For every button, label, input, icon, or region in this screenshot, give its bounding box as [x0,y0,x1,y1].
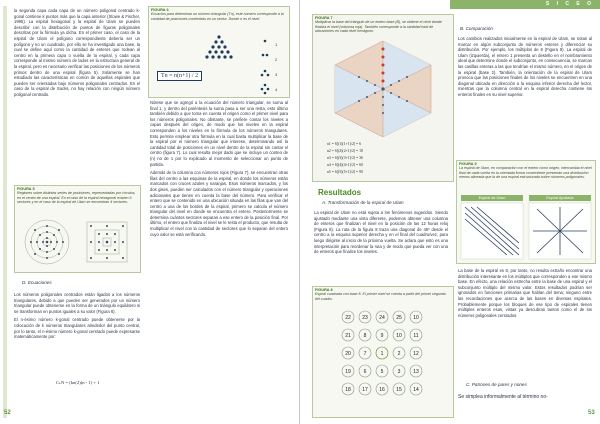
svg-text:13: 13 [413,369,419,375]
figure-6 [148,6,290,98]
column-header-adjusted: Espiral Ajustada [529,195,591,201]
svg-text:25: 25 [396,315,402,321]
running-header: S I C E O [450,0,600,9]
svg-text:6: 6 [363,369,367,375]
svg-text:20: 20 [345,351,351,357]
svg-text:7: 7 [363,351,367,357]
svg-text:14: 14 [413,387,419,393]
figure-5 [14,185,141,273]
paragraph: Los cambios realizados inicialmente en la espiral de Ulam, se notan al marcar en algún subconjunto de números enteros y diferenciar su distribución. Por ejemplo, los múltiplos de 8 (Figura 9). La espiral de Ulam (izquierda), el entero 1 presenta un destello en el nombramiento ideal que determine donde el subconjunto, en consecuencia, se marcan las casillas enteras a las que tendrían el mismo número, en el origen de la espiral (base 2). También, la orientación de la espiral de Ulam provoca que las posiciones finales de los niveles se encuentren en una diagonal ubicada en dirección a la esquina inferior derecha del lector, mientras que la columna central en la espiral derecha contiene los enteros finales en su nivel superior. [458,36,592,97]
spiral-sector-diagrams [15,186,140,272]
figure-caption: Ecuación para determinar un número triangular (Tn), este número corresponde a la cantidad de posiciones contenidas en un sector. Donde n es el nivel. [151,12,284,21]
hexagonal-spiral-diagram [313,37,453,137]
svg-text:22: 22 [345,315,351,321]
page-number-right: 53 [588,410,595,416]
figure-9 [456,160,596,264]
figure-caption: Regiones sobre distintas series de posiciones, representadas por círculos, en el centro de una espiral. En el caso de la espiral hexagonal existen 6 sectores y en el caso de la espiral de Ulam se encuentran 4 sectores. [17,191,136,205]
subsection-heading: C. Patrones de pares y nones [466,382,527,387]
square-spiral-grid [313,305,453,415]
svg-text:23: 23 [362,315,368,321]
svg-text:5: 5 [380,369,384,375]
figure-caption: La espiral de Ulam, en comparación con el entero como origen, intercambia el nivel final de cada vuelta en la orientada forma conveniente presentan una distribución menos alineada que la de una espiral estructurada sobre números poligonales. [459,166,592,180]
spiral-comparison-plots [457,201,595,263]
svg-text:24: 24 [379,315,385,321]
svg-text:19: 19 [345,369,351,375]
figure-label: FIGURA 9 [459,162,477,166]
right-column-2-top [458,36,592,101]
subsection-heading: A. Transformación de la espiral de Ulam [322,200,404,205]
paragraph: La espiral de Ulam no está sujeta a los fenómenos sugeridos. Siendo ajustado mediante una vista diferente, podemos obtener una columna de enteros que finalizan el nivel en la posición de las 12 horas reloj (Figura 8). La ruta de la figura 8 traza una diagonal de 45º desde el centro a la esquina superior derecha y en el final del cuadro/vez, para luego dirigirse al inicio de la próxima vuelta. Se aclara que esto es una interpretación para reordenar la ruta y de modo que pueda ver con una de enteros que finalice los niveles. [314,210,448,255]
svg-text:3: 3 [397,369,401,375]
right-column-1 [314,210,448,258]
paragraph: Nótese que se agregó a la ecuación del número triangular, se suma al final 1, y dentro del paréntesis la suma pasa a ser una resta, esto último también debido a que toma en cuenta el origen como el primer nivel para los números poligonales. No obstante, se prefiere contar los niveles a capas después del origen, de modo que los niveles en la espiral corresponden a los niveles en la fórmula de los números triangulares. Esto permite emplear otra fórmula en la cual basta multiplicar la base de la espiral por el número triangular que interese, determinando así la cantidad total de posiciones en un nivel dentro de la espiral sin contar el centro (figura 7). Lo cual resulta mejor dado que se incluye un conteo de (n) no de 1 por lo explicado al momento de seleccionar un punto de partida. [150,100,288,167]
figure-caption: Espiral cuadrada con base 8. El primer nivel se cuenta a partir del primer segundo del cuadro. [315,292,446,301]
subsection-heading: D. Ecuaciones [22,280,52,285]
paragraph-start: Se simplea informalmente al término no- [458,394,548,400]
right-column-2-bottom [458,268,592,321]
column-header-ulam: Espiral de Ulam [461,195,523,201]
svg-text:15: 15 [396,387,402,393]
right-page [300,0,600,424]
paragraph: La base de la espiral es 8, por tanto, no resulta extraño encontrar una distribución interesante en los múltiplos que corresponden a ese mismo base. En efecto, una relación estrecha entre la base de una espiral y el subconjunto múltiplo del mismo valor. Estos resultados podrían ser ignorados en funciones primarias que hablan del tema; ninguno entre las recordaciones que acerca de las bases en diversas espirales. Probablemente porque los bloques de ese tipo de espirales tienen múltiples enteros esas, vistas ya descubran tantos como el de los números poligonales centrados. [458,268,592,318]
figure-caption: Multiplicar la base del triángulo de un entero base (B), se obtiene el nivel donde finaliza el nivel (columna roja). También corresponde a la cantidad total de ubicaciones en cada nivel hexágono. [315,20,442,34]
triangular-values: 1 2 3 4 [275,42,278,92]
paragraph: El n-ésimo número k-gonal centrado puede obtenerse por la colocación de k números triangulares alrededor del punto central, por lo tanto, el n-ésimo número k-gonal centrado puede expresarse matemáticamente por: [14,317,140,340]
paragraph: la segunda capa cada capa de un número poligonal centrado k-gonal contiene k puntos más que la capa anterior (Stowe & Fischer, 1995). La espiral hexagonal y la espiral de Ulam se pueden describir con la distribución de puntos de figuras poligonales descritas por la fórmula ya dicha. En el primer caso, el caso de la espiral de Ulam el polígono correspondiente debería ser un polígono y no un cuadrado, por ello se ha investigado una base, la cual se define aquí como la cantidad de enteros que rodean al centro en la primera capa o vuelta de la espiral, y cada capa corresponde al mismo número de lados en la estructura general de la espiral, pero es necesario verificar las posiciones de los números primos dentro de una espiral (figura 5). Solamente se han estudiado las características en común de aquellas espirales que pueden ser orientadas bajo números poligonales centrados. En el caso de la espiral de Sacks, no hay relación con ningún número poligonal centrado. [14,8,140,97]
svg-text:17: 17 [362,387,368,393]
svg-text:1: 1 [380,351,384,357]
figure-8 [312,286,454,418]
svg-text:10: 10 [413,315,419,321]
triangular-formula: Tn = n(n+1) / 2 [157,71,202,81]
left-column-1-bottom [14,292,140,343]
left-column-2 [150,100,288,240]
svg-text:10: 10 [396,333,402,339]
figure-label: FIGURA 5 [17,187,35,191]
left-column-1-top [14,8,140,101]
svg-text:12: 12 [413,351,419,357]
svg-text:21: 21 [345,333,351,339]
svg-text:16: 16 [379,387,385,393]
svg-text:9: 9 [380,333,384,339]
figure-label: FIGURA 8 [315,288,333,292]
paragraph: Además de la columna con números rojos (Figura 7), se encuentran otras filas del centro a las esquinas de la espiral, en donde los números están marcados con cruces azules y naranjas. Esos números marcados, y los dos gises, pueden ser calculados con el número triangular y operaciones adicionales que tienen en cuenta la base del número. Para verificar el entero que se contenido en una ubicación situada en las filas que van del centro a una de los bordes de la espiral, primero se calcula el número triangular del nivel en donde se encuentra el entero. Posteriormente se determina cuántos sectores separan a ese entero de la posición final. Por último, el entero que finaliza el nivel se le resta el producto, que resulta de multiplicar el nivel con la cantidad de sectores que lo separan del entero cuyo valor se está verificando. [150,170,288,237]
page-number-left: 52 [4,410,11,416]
left-margin-band [3,6,7,418]
svg-text:18: 18 [345,387,351,393]
figure-label: FIGURA 7 [315,16,333,20]
subsection-heading: B. Comparación [460,26,493,31]
figure-7 [312,14,454,182]
figure-label: FIGURA 6 [151,8,169,12]
centered-polygonal-formula: CₖN = (kn(2)(n - 1) + 1 [56,380,100,385]
triangular-number-diagram [149,7,289,97]
section-title: Resultados [318,188,362,197]
paragraph: Los números poligonales centrados están ligados a los números triangulares, debido a que pueden ser generados por un número triangular puede obtenerse en la forma de un triángulo equilátero si se transforman en puntos iguales a su valor (Figura 6). [14,292,140,314]
svg-text:11: 11 [413,333,419,339]
level-formulas: n1 = 6[(1)(1+1)/2] = 6 n2 = 6[(2)(2+1)/2] = 18 n3 = 6[(3)(3+1)/2] = 36 n4 = 6[(4)(4+1)/2] = 60 n5 = 6[(5)(5+1)/2] = 90 [327,142,363,174]
svg-text:8: 8 [363,333,367,339]
svg-text:2: 2 [397,351,401,357]
